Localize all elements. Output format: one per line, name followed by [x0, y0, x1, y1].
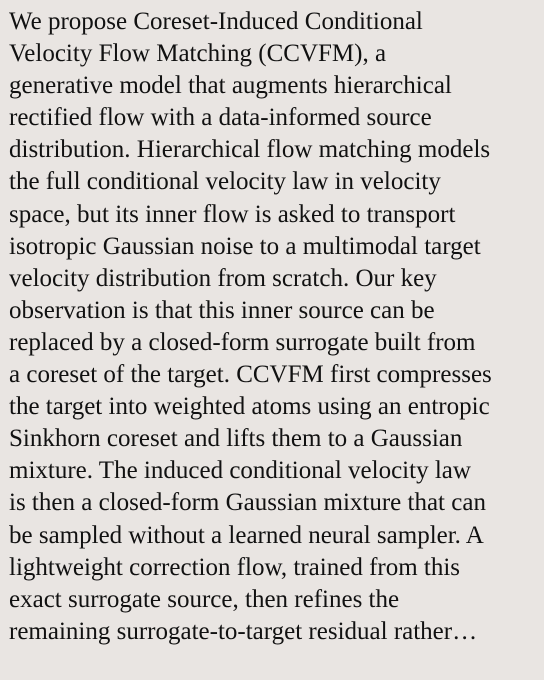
text-line: the target into weighted atoms using an entropic: [9, 393, 490, 421]
text-line: isotropic Gaussian noise to a multimodal target: [9, 232, 481, 260]
text-line: rectified flow with a data-informed source: [9, 104, 432, 132]
text-line: replaced by a closed-form surrogate built from: [9, 328, 476, 356]
text-line: generative model that augments hierarchical: [9, 72, 452, 100]
text-line: space, but its inner flow is asked to transport: [9, 200, 456, 228]
abstract-paragraph: [9, 6, 544, 648]
text-line: We propose Coreset-Induced Conditional: [9, 8, 423, 35]
text-line: mixture. The induced conditional velocity law: [9, 457, 471, 485]
text-line: a coreset of the target. CCVFM first compresses: [9, 361, 492, 389]
text-line: is then a closed-form Gaussian mixture that can: [9, 489, 486, 517]
text-line: be sampled without a learned neural sampler. A: [9, 521, 484, 549]
text-line: Sinkhorn coreset and lifts them to a Gaussian: [9, 425, 463, 453]
text-line: velocity distribution from scratch. Our key: [9, 264, 437, 292]
text-line: observation is that this inner source can be: [9, 296, 435, 324]
text-line: Velocity Flow Matching (CCVFM), a: [9, 40, 387, 68]
text-line: distribution. Hierarchical flow matching models: [9, 136, 491, 164]
text-line: lightweight correction flow, trained from this: [9, 553, 461, 581]
text-line: remaining surrogate-to-target residual rather…: [9, 617, 478, 645]
text-line: exact surrogate source, then refines the: [9, 585, 400, 613]
text-line: the full conditional velocity law in velocity: [9, 168, 441, 196]
